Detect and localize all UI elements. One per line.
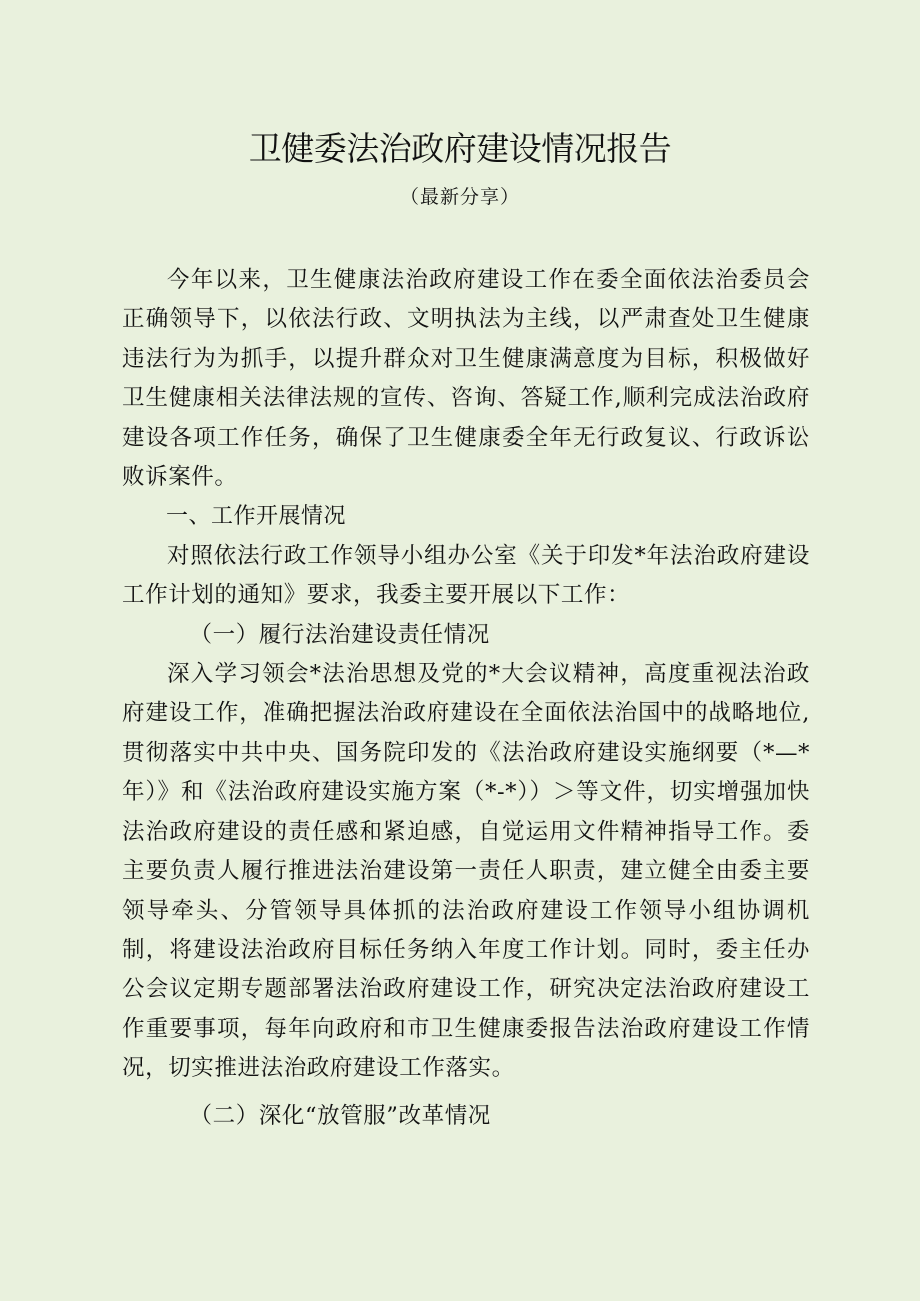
section-heading-1: 一、工作开展情况	[166, 504, 347, 530]
section-1-paragraph: 对照依法行政工作领导小组办公室《关于印发*年法治政府建设工作计划的通知》要求，我委主要开展以下工作：	[122, 542, 810, 609]
subsection-1-paragraph: 深入学习领会*法治思想及党的*大会议精神，高度重视法治政府建设工作，准确把握法治政府建设在全面依法治国中的战略地位,贯彻落实中共中央、国务院印发的《法治政府建设实施纲要（*—*年）》和《法治政府建设实施方案（*-*））＞等文件，切实增强加快法治政府建设的责任感和紧迫感，自觉运用文件精神指导工作。委主要负责人履行推进法治建设第一责任人职责，建立健全由委主要领导牵头、分管领导具体抓的法治政府建设工作领导小组协调机制，将建设法治政府目标任务纳入年度工作计划。同时，委主任办公会议定期专题部署法治政府建设工作，研究决定法治政府建设工作重要事项，每年向政府和市卫生健康委报告法治政府建设工作情况，切实推进法治政府建设工作落实。	[122, 661, 810, 1082]
subsection-heading-1: （一）履行法治建设责任情况	[189, 621, 490, 648]
subsection-heading-2: （二）深化“放管服”改革情况	[189, 1102, 491, 1129]
document-subtitle: （最新分享）	[399, 186, 520, 208]
document-title: 卫健委法治政府建设情况报告	[248, 129, 672, 168]
document-body	[122, 261, 810, 1136]
intro-paragraph: 今年以来，卫生健康法治政府建设工作在委全面依法治委员会正确领导下，以依法行政、文明执法为主线，以严肃查处卫生健康违法行为为抓手，以提升群众对卫生健康满意度为目标，积极做好卫生健康相关法律法规的宣传、咨询、答疑工作,顺利完成法治政府建设各项工作任务，确保了卫生健康委全年无行政复议、行政诉讼败诉案件。	[122, 267, 810, 491]
